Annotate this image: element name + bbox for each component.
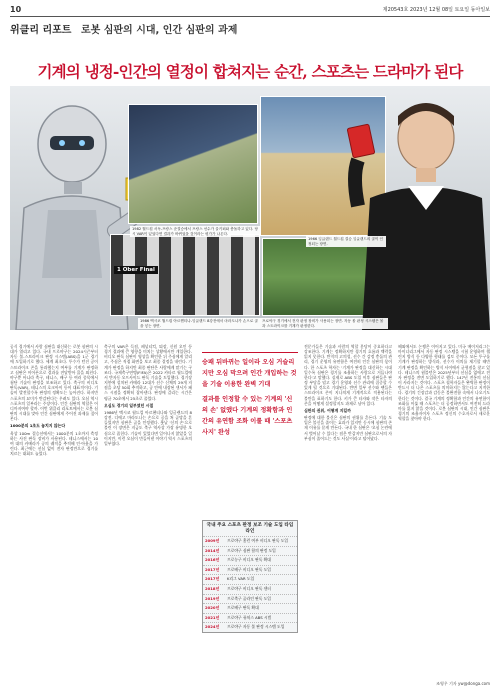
- pull-quote-2: 결과를 인정할 수 있는 기계의 '신의 손' 없앴다 기계의 정확함과 인간의 유연함 조화 이룰 때 '스포츠 사지' 완성: [202, 396, 293, 436]
- section-label: 위클리 리포트: [10, 25, 72, 36]
- issue-line: 제20543호 2023년 12월 08일 토요일 동아일보: [382, 7, 490, 13]
- photo-finish-tag: 1 Ober Final: [114, 266, 158, 274]
- pull-quote-1: 승패 뒤바뀌는 일이라 오심 거슬리지만 오심 막으려 인간 개입하는 것을 기술 이용한 완벽 기대: [202, 359, 297, 388]
- section-topic: 로봇 심판의 시대, 인간 심판의 과제: [80, 25, 238, 36]
- timeline-table: [202, 520, 298, 633]
- subheading: 심판의 권위, 어떻게 지킬까: [304, 407, 351, 413]
- column-3: [304, 344, 392, 680]
- caption-2: 1966 잉글랜드 월드컵 결승 잉글랜드의 골이 인정되는 장면.: [306, 236, 386, 247]
- subheading: 오심도 경기의 일부였던 시절: [104, 402, 154, 408]
- column-2: [104, 344, 192, 680]
- table-row: 2017년 K리그 VAR 도입: [203, 574, 297, 584]
- table-row: 2019년 프로축구 골라인 판독 도입: [203, 594, 297, 604]
- table-row: 2014년 프로야구 심판 합의 판정 도입: [203, 546, 297, 556]
- caption-4: 프로야구 경기에서 전자 판정 장비가 사용되는 장면. 자동 볼 판정 시스템은 볼과 스트라이크를 기계가 판정한다.: [260, 318, 388, 329]
- headline: 기계의 냉정-인간의 열정이 합쳐지는 순간, 스포츠는 드라마가 된다: [37, 62, 463, 81]
- byline: 조영우 기자 yw@donga.com: [436, 681, 490, 686]
- column-1: [10, 344, 98, 680]
- page-number: 10: [10, 5, 22, 14]
- caption-3: 1986 멕시코 월드컵 아르헨티나-잉글랜드 8강전에서 마라도나가 손으로 골을 넣는 장면.: [138, 318, 260, 329]
- table-row: 2018년 프로야구 비디오 판독 센터: [203, 584, 297, 594]
- article-body: [10, 344, 490, 680]
- section-header: [10, 21, 237, 35]
- caption-1: 1982 월드컵 서독-프랑스 준결승에서 프랑스 선수가 골키퍼와 충돌하고 있다. 당시 VAR이 있었다면 결과가 바뀌었을 것이라는 평가가 나온다.: [132, 227, 259, 236]
- timeline-title: 국내 주요 스포츠 판정 보조 기술 도입 타임라인: [206, 523, 294, 534]
- subheading: 1000분의 1초도 놓치지 않는다: [10, 423, 66, 429]
- paragraph: 육상 100m 결승선에서는 1000분의 1초까지 측정하는 사진 판독 장비가 사용된다. 테니스에서는 10여 대의 카메라가 공의 궤적을 추적해 인·아웃을 가린다. 최근에는 선심 없이 전자 판정만으로 경기를 치르는 대회도 늘었다.: [10, 430, 98, 457]
- pull-quote-rule: [202, 352, 298, 353]
- table-row: 2021년 프로야구 퓨처스 ABS 시범: [203, 613, 297, 623]
- paragraph: 전문가들은 기술과 사람의 역할 분담이 중요하다고 강조한다. 기계는 정확하지만 경기의 흐름과 맥락을 읽지 못한다. 반칙의 고의성, 선수 간 감정 충돌의 관리, 경기 운영의 유연함은 여전히 인간 심판의 몫이다. 한 스포츠 학자는 '기계가 판정을 대신하는 시대일수록 심판은 경기를 조율하는 사람으로 거듭나야 한다'고 말했다. 실제로 ABS 도입 이후 심판들은 판정 부담을 덜고 경기 운영과 선수 관리에 집중할 수 있게 될 것으로 기대된다. 반면 일부 선수와 팬들은 스트라이크 존이 지나치게 기계적으로 적용된다는 불만을 표하기도 한다. 키가 큰 타자와 작은 타자의 존을 어떻게 설정할지도 과제로 남아 있다.: [304, 344, 392, 406]
- column-4: [398, 344, 490, 680]
- photo-soccer-collision: [128, 104, 258, 224]
- photo-finish-line: [110, 234, 260, 316]
- paragraph: 축구의 VAR은 득점, 페널티킥, 퇴장, 신원 오인 등 경기 결과에 큰 영향을 미치는 상황에서만 개입한다. 비디오 판독 심판이 영상을 확인한 뒤 주심에게 알리고, 주심은 직접 화면을 보고 최종 결정을 내린다. 기계가 판정을 하지만 최종 판단은 사람에게 맡기는 구조다. 국제축구연맹(FIFA)은 2022 카타르 월드컵에서 반자동 오프사이드 판독 기술을 도입했다. 경기장 지붕에 설치된 카메라 12대가 선수 신체의 29개 지점을 초당 50회 추적하고, 공 안에 내장된 센서가 패스 시점을 정확히 잡아낸다. 판정에 걸리는 시간은 평균 70초에서 25초로 줄었다.: [104, 344, 192, 401]
- table-row: 2016년 프로농구 비디오 판독 확대: [203, 555, 297, 565]
- paragraph: 해외에서도 논쟁은 이어지고 있다. 미국 메이저리그는 마이너리그에서 자동 판정 시스템을 시험 운영하며 챌린지 방식 등 다양한 형태를 검토 중이다. 모든 투구를 기계가 판정하는 방식과, 선수가 이의를 제기할 때만 기계 판정을 확인하는 방식 사이에서 균형점을 찾고 있다. 테니스의 윔블던은 2025년부터 선심을 없애고 전자 판정을 전면 도입하기로 했다. 147년 전통의 선심이 사라지는 것이다. 스포츠 철학자들은 완벽한 판정이 반드시 더 나은 스포츠를 의미하지는 않는다고 지적한다. 경기의 긴장감과 감동은 불완전함 속에서 나오기도 한다는 것이다. 결국 기계의 정확함과 인간의 유연함이 조화를 이룰 때 스포츠는 더 공정하면서도 여전히 드라마를 잃지 않을 것이다. 로봇 심판의 시대, 인간 심판은 경기의 조율자이자 스포츠 정신의 수호자로서 새로운 역할을 찾아야 한다.: [398, 344, 490, 422]
- human-referee-illustration: [330, 86, 490, 330]
- pull-quote: [202, 352, 298, 438]
- paragraph: 1986년 멕시코 월드컵 아르헨티나와 잉글랜드의 8강전. 디에고 마라도나는 손으로 공을 쳐 골망을 흔들었지만 심판은 골을 인정했다. 훗날 '신의 손'으로 불린 이 장면은 지금도 축구 역사상 가장 유명한 오심으로 꼽힌다. 기술이 있었다면 일어나지 않았을 일이지만, 이런 오심이 만들어낸 이야기 역시 스포츠의 일부였다.: [104, 409, 192, 446]
- paragraph: 판정에 대한 불신은 심판의 권위를 흔든다. 기술 도입은 불신을 줄이는 효과가 있지만 동시에 심판의 존재 이유를 묻게 만든다. 국내 한 심판은 '오심 논란에서 벗어날 수 있다는 점은 반갑지만 심판으로서의 자부심이 줄어드는 것도 사실'이라고 털어놨다.: [304, 415, 392, 441]
- table-row: 2017년 프로배구 비디오 판독 도입: [203, 565, 297, 575]
- hero-illustration: [10, 86, 490, 330]
- paragraph: 공식 경기에서 사람 심판을 대신하는 로봇 심판의 시대가 열리고 있다. 국내 프로야구는 2024시즌부터 자동 볼-스트라이크 판정 시스템(ABS)을 1군 경기에 도입하기로 했다. 세계 최초다. 투수가 던진 공이 스트라이크 존을 통과했는지 여부를 기계가 판정하고 심판은 이어폰으로 결과를 전달받아 콜을 외친다. 야구뿐 아니라 축구, 테니스, 배구 등 여러 종목에서 첨단 기술이 판정을 보조하고 있다. 축구의 비디오 판독(VAR), 테니스의 호크아이 등이 대표적이다. 기술이 발전할수록 판정의 정확도는 높아진다. 하지만 스포츠의 묘미가 반감된다는 우려도 있다. 오심 역시 스포츠의 일부라는 주장이다. 인간 심판의 역할은 어디까지여야 할까. 이번 위클리 리포트에서는 로봇 심판의 시대를 맞아 인간 심판에게 주어진 과제를 짚어본다.: [10, 344, 98, 422]
- masthead-rule: [10, 16, 490, 17]
- table-row: 2009년 프로야구 홈런 여부 비디오 판독 도입: [203, 536, 297, 546]
- table-row: 2020년 프로배구 판독 확대: [203, 603, 297, 613]
- table-row: 2024년 프로야구 자동 볼 판정 시스템 도입: [203, 622, 297, 632]
